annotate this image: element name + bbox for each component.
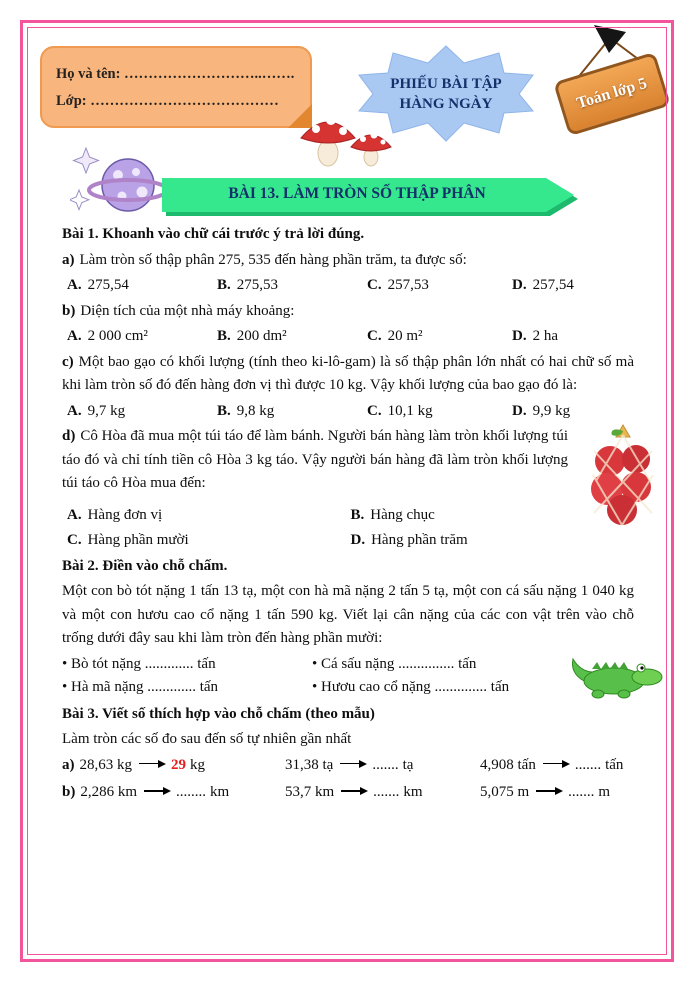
option-1b-D xyxy=(512,325,634,349)
right-arrow-icon xyxy=(543,763,568,764)
value-from: 28,63 kg xyxy=(79,756,132,773)
option-text: 9,8 kg xyxy=(236,402,275,419)
value-unit: tạ xyxy=(402,756,414,773)
option-1c-A xyxy=(67,400,217,424)
question-1c-text: Một bao gạo có khối lượng (tính theo ki-lô-gam) là số thập phân lớn nhất có hai chữ số mà khi làm tròn số đó đến hàng đơn vị thì được 10 kg. Vậy khối lượng của bao gạo đó là: xyxy=(62,353,634,393)
option-text: 9,7 kg xyxy=(87,402,126,419)
option-letter: B. xyxy=(350,506,365,523)
row-label: a) xyxy=(62,756,75,773)
crocodile-illustration xyxy=(568,641,666,710)
option-text: Hàng đơn vị xyxy=(87,506,163,523)
options-1d-row2 xyxy=(62,529,634,553)
option-1a-D xyxy=(512,274,634,298)
option-1c-B xyxy=(217,400,367,424)
student-info-box xyxy=(40,46,312,128)
right-arrow-icon xyxy=(144,790,169,791)
option-1c-C xyxy=(367,400,512,424)
options-1c xyxy=(62,400,634,424)
option-letter: B. xyxy=(217,277,231,293)
exercise2-text: Một con bò tót nặng 1 tấn 13 tạ, một con hà mã nặng 2 tấn 5 tạ, một con cá sấu nặng 1 040 kg và một con hươu cao cổ nặng 1 tấn 590 kg. Viết lại cân nặng của các con vật trên vào chỗ trống dưới đây sau khi làm tròn đến hàng phần mười: xyxy=(62,583,634,646)
exercise2-title: Bài 2. Điền vào chỗ chấm. xyxy=(62,557,228,574)
rounding-row-b xyxy=(62,781,634,805)
value-unit: tấn xyxy=(605,756,624,773)
value-unit: m xyxy=(598,784,611,800)
option-text: 2 000 cm² xyxy=(87,328,148,344)
option-1b-C xyxy=(367,325,512,349)
rounding-row-a xyxy=(62,754,634,778)
option-1b-B xyxy=(217,325,367,349)
name-line: Họ và tên: ………………………..……. xyxy=(56,66,295,82)
option-text: 2 ha xyxy=(532,328,559,344)
option-letter: D. xyxy=(512,402,527,419)
lesson-title: BÀI 13. LÀM TRÒN SỐ THẬP PHÂN xyxy=(228,185,486,202)
option-letter: A. xyxy=(67,277,82,293)
rounding-item xyxy=(62,781,285,805)
option-text: 275,53 xyxy=(236,277,279,293)
badge-line2: HÀNG NGÀY xyxy=(399,96,493,112)
question-1a-label: a) xyxy=(62,251,75,268)
question-1d-block xyxy=(62,425,634,553)
option-letter: B. xyxy=(217,328,231,344)
value-from: 2,286 km xyxy=(80,784,138,800)
question-1c xyxy=(62,351,634,398)
question-1d-text: Cô Hòa đã mua một túi táo để làm bánh. Người bán hàng làm tròn khối lượng túi táo đó và chỉ tính tiền cô Hòa 3 kg táo. Vậy người bán hàng đã làm tròn khối lượng túi táo cô Hòa mua đến: xyxy=(62,428,568,491)
question-1d-label: d) xyxy=(62,428,76,444)
option-text: 20 m² xyxy=(387,328,423,344)
question-1d xyxy=(62,425,568,496)
rounding-item xyxy=(285,754,480,778)
option-text: 275,54 xyxy=(87,277,129,293)
option-letter: B. xyxy=(217,402,231,419)
option-text: 257,54 xyxy=(532,277,574,293)
answer-blank: ....... xyxy=(568,784,595,800)
options-1d-row1 xyxy=(62,504,634,528)
exercise3-title: Bài 3. Viết số thích hợp vào chỗ chấm (theo mẫu) xyxy=(62,705,375,722)
class-line: Lớp: ………………………………… xyxy=(56,93,279,109)
option-letter: D. xyxy=(350,532,366,548)
right-arrow-icon xyxy=(536,790,561,791)
option-text: 257,53 xyxy=(387,277,429,293)
grade-sign-label: Toán lớp 5 xyxy=(574,74,649,113)
rounding-item xyxy=(285,781,480,805)
value-unit: kg xyxy=(190,756,205,773)
option-letter: A. xyxy=(67,402,82,419)
value-from: 53,7 km xyxy=(285,784,335,800)
answer-blank: ....... xyxy=(372,756,399,773)
option-1c-D xyxy=(512,400,634,424)
question-1a xyxy=(62,249,634,273)
row-label: b) xyxy=(62,784,76,800)
right-arrow-icon xyxy=(340,763,365,764)
option-1a-B xyxy=(217,274,367,298)
right-arrow-icon xyxy=(341,790,366,791)
option-text: 10,1 kg xyxy=(387,402,433,419)
badge-line1: PHIẾU BÀI TẬP xyxy=(390,76,502,92)
value-from: 4,908 tấn xyxy=(480,756,536,773)
exercise1-title: Bài 1. Khoanh vào chữ cái trước ý trả lời đúng. xyxy=(62,226,365,242)
option-text: 9,9 kg xyxy=(532,402,571,419)
apple-bag-illustration xyxy=(584,423,662,536)
exercise3-subtitle: Làm tròn các số đo sau đến số tự nhiên gần nhất xyxy=(62,731,352,747)
blank-huou-cao-co: • Hươu cao cổ nặng .............. tấn xyxy=(312,679,510,695)
worksheet-content xyxy=(62,223,634,809)
rounding-item xyxy=(480,781,634,805)
option-1b-A xyxy=(67,325,217,349)
option-letter: C. xyxy=(67,532,82,548)
option-text: Hàng chục xyxy=(370,506,435,523)
question-1a-text: Làm tròn số thập phân 275, 535 đến hàng phần trăm, ta được số: xyxy=(79,251,467,268)
blank-ca-sau: • Cá sấu nặng ............... tấn xyxy=(312,655,477,672)
options-1b xyxy=(62,325,634,349)
question-1b-text: Diện tích của một nhà máy khoảng: xyxy=(80,302,295,319)
option-1a-A xyxy=(67,274,217,298)
value-from: 5,075 m xyxy=(480,784,530,800)
question-1b xyxy=(62,300,634,324)
pushpin-icon xyxy=(594,25,626,53)
option-letter: D. xyxy=(512,277,527,293)
blank-bo-tot: • Bò tót nặng ............. tấn xyxy=(62,655,216,672)
rounding-item xyxy=(62,754,285,778)
rounding-item xyxy=(480,754,634,778)
option-letter: A. xyxy=(67,506,82,523)
option-letter: D. xyxy=(512,328,527,344)
option-1a-C xyxy=(367,274,512,298)
value-unit: km xyxy=(210,784,230,800)
question-1c-label: c) xyxy=(62,353,74,370)
exercise2-blanks xyxy=(62,653,634,700)
mushrooms-illustration xyxy=(298,104,394,168)
blank-row-2 xyxy=(62,676,634,700)
option-1d-C xyxy=(67,529,351,553)
planet-illustration xyxy=(70,144,168,224)
option-text: 200 dm² xyxy=(236,328,287,344)
blank-row-1 xyxy=(62,653,634,677)
answer-value: 29 xyxy=(171,756,186,773)
blank-ha-ma: • Hà mã nặng ............. tấn xyxy=(62,679,219,695)
option-text: Hàng phần mười xyxy=(87,532,189,548)
answer-blank: ........ xyxy=(176,784,207,800)
option-text: Hàng phần trăm xyxy=(371,532,468,548)
value-unit: km xyxy=(403,784,423,800)
option-letter: C. xyxy=(367,402,382,419)
lesson-banner xyxy=(162,176,586,220)
question-1b-label: b) xyxy=(62,302,76,319)
answer-blank: ....... xyxy=(373,784,400,800)
right-arrow-icon xyxy=(139,763,164,764)
option-letter: C. xyxy=(367,277,382,293)
value-from: 31,38 tạ xyxy=(285,756,334,773)
option-1d-A xyxy=(67,504,351,528)
option-letter: C. xyxy=(367,328,382,344)
answer-blank: ....... xyxy=(574,756,602,773)
option-letter: A. xyxy=(67,328,82,344)
options-1a xyxy=(62,274,634,298)
